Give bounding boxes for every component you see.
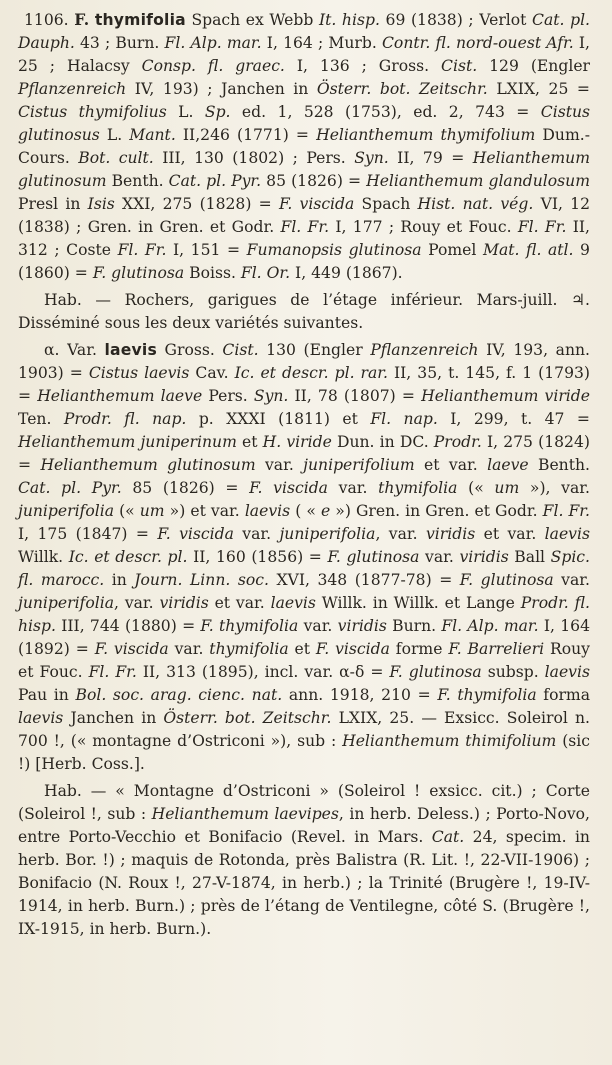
text-run: Burn. <box>386 617 442 635</box>
text-run: var. <box>298 617 338 635</box>
text-run: ed. 1, 528 (1753), ed. 2, 743 = <box>230 103 541 121</box>
text-run: Hab. — Rochers, garigues de l’étage inférieur. Mars-juill. ♃. Disséminé sous les deux variétés suivantes. <box>18 291 590 332</box>
italic-run: juniperifolia <box>18 502 114 520</box>
text-run: ann. 1918, 210 = <box>282 686 438 704</box>
text-run: 85 (1826) = <box>121 479 250 497</box>
italic-run: Fl. Alp. mar. <box>164 34 262 52</box>
text-run: I, 175 (1847) = <box>18 525 158 543</box>
italic-run: F. thymifolia <box>437 686 537 704</box>
text-run: IV, 193) ; Janchen in <box>126 80 317 98</box>
italic-run: F. glutinosa <box>459 571 554 589</box>
italic-run: Hist. nat. vég. <box>417 195 534 213</box>
text-run: IV, 193, ann. 1903) = <box>18 341 590 382</box>
text-run: I, 449 (1867). <box>290 264 403 282</box>
italic-run: laeve <box>487 456 529 474</box>
italic-run: Pflanzenreich <box>370 341 479 359</box>
text-run: L. <box>99 126 130 144</box>
text-run: Boiss. <box>184 264 241 282</box>
text-run: Benth. <box>528 456 590 474</box>
italic-run: Fl. nap. <box>370 410 438 428</box>
text-run: I, 151 = <box>166 241 247 259</box>
text-run: II, 313 (1895), incl. var. α-δ = <box>136 663 390 681</box>
text-run: I, 136 ; Gross. <box>284 57 442 75</box>
text-run: Pers. <box>202 387 254 405</box>
italic-run: F. thymifolia <box>200 617 299 635</box>
text-run: et <box>288 640 316 658</box>
italic-run: F. viscida <box>94 640 169 658</box>
text-run: forme <box>389 640 449 658</box>
text-run: Willk. in Willk. et Lange <box>315 594 521 612</box>
text-run: II,246 (1771) = <box>175 126 317 144</box>
italic-run: Cistus glutinosus <box>18 103 591 144</box>
italic-run: F. glutinosa <box>327 548 420 566</box>
italic-run: Spic. fl. marocc. <box>18 548 590 589</box>
italic-run: Helianthemum laevipes <box>151 805 339 823</box>
italic-run: Prodr. fl. hisp. <box>18 594 590 635</box>
text-run: Pau in <box>18 686 76 704</box>
italic-run: Helianthemum glutinosum <box>40 456 256 474</box>
text-run: II, 79 = <box>388 149 473 167</box>
italic-run: Consp. fl. graec. <box>141 57 285 75</box>
synonymy-text <box>18 11 590 282</box>
text-run: (« <box>114 502 140 520</box>
localities-text <box>18 782 590 938</box>
text-run: ») Gren. in Gren. et Godr. <box>330 502 543 520</box>
text-run: var. <box>419 548 460 566</box>
italic-run: thymifolia <box>209 640 289 658</box>
italic-run: F. viscida <box>315 640 390 658</box>
italic-run: Helianthemum glandulosum <box>366 172 590 190</box>
text-run: in <box>104 571 135 589</box>
text-run: Dum.-Cours. <box>18 126 590 167</box>
text-run: var. <box>553 571 590 589</box>
italic-run: Bot. cult. <box>78 149 154 167</box>
text-run: Janchen in <box>63 709 164 727</box>
text-run: et var. <box>208 594 271 612</box>
italic-run: laevis <box>244 502 291 520</box>
text-run: (sic !) [Herb. Coss.]. <box>18 732 591 773</box>
text-run: Pomel <box>421 241 483 259</box>
italic-run: Pflanzenreich <box>18 80 127 98</box>
italic-run: Prodr. <box>433 433 482 451</box>
text-run: , var. <box>114 594 160 612</box>
italic-run: um <box>139 502 165 520</box>
text-run: Willk. <box>18 548 69 566</box>
italic-run: Helianthemum juniperinum <box>18 433 237 451</box>
italic-run: Prodr. fl. nap. <box>63 410 187 428</box>
italic-run: laevis <box>270 594 316 612</box>
text-run: 85 (1826) = <box>261 172 367 190</box>
text-run: Spach <box>354 195 418 213</box>
species-name: thymifolia <box>94 11 186 29</box>
italic-run: Cat. pl. Dauph. <box>18 11 591 52</box>
italic-run: H. viride <box>262 433 332 451</box>
italic-run: Fl. Fr. <box>88 663 137 681</box>
text-run: 9 (1860) = <box>18 241 590 282</box>
italic-run: viridis <box>159 594 209 612</box>
variety-paragraph <box>18 339 590 776</box>
text-run: »), var. <box>519 479 590 497</box>
italic-run: Fl. Alp. mar. <box>441 617 539 635</box>
text-run: et var. <box>414 456 488 474</box>
variety-prefix: α. Var. <box>44 341 105 359</box>
text-run: III, 130 (1802) ; Pers. <box>153 149 355 167</box>
italic-run: Helianthemum thymifolium <box>316 126 536 144</box>
italic-run: Cat. pl. Pyr. <box>18 479 122 497</box>
italic-run: Mant. <box>129 126 176 144</box>
text-run: forma <box>536 686 590 704</box>
italic-run: Bol. soc. arag. cienc. nat. <box>75 686 283 704</box>
italic-run: laevis <box>544 525 590 543</box>
variety-synonymy-text <box>18 341 590 773</box>
text-run: (« <box>457 479 495 497</box>
text-run: var. <box>255 456 304 474</box>
italic-run: viridis <box>425 525 476 543</box>
italic-run: F. glutinosa <box>92 264 185 282</box>
text-run: ( « <box>290 502 321 520</box>
text-run: II, 160 (1856) = <box>187 548 328 566</box>
italic-run: Fl. Fr. <box>280 218 330 236</box>
italic-run: Cistus thymifolius <box>18 103 167 121</box>
italic-run: Fl. Or. <box>240 264 291 282</box>
italic-run: um <box>494 479 520 497</box>
text-run: II, 312 ; Coste <box>18 218 590 259</box>
text-run: I, 275 (1824) = <box>18 433 590 474</box>
text-run: 24, specim. in herb. Bor. !) ; maquis de Rotonda, près Balistra (R. Lit. !, 22-VII-1906) ; Bonifacio (N. Roux !, 27-V-1874, in herb.) ; la Trinité (Brugère !, 19-IV-1914, in herb. Burn.) ; près de l’étang de Ventilegne, côté S. (Brugère !, IX-1915, in herb. Burn.). <box>18 828 590 938</box>
localities-paragraph <box>18 780 590 941</box>
text-run: 43 ; Burn. <box>74 34 165 52</box>
text-run: Cav. <box>189 364 235 382</box>
text-run: var. <box>168 640 210 658</box>
text-run: Dun. in DC. <box>331 433 434 451</box>
text-run: XVI, 348 (1877-78) = <box>268 571 460 589</box>
text-run: Rouy et Fouc. <box>18 640 590 681</box>
italic-run: F. Barrelieri <box>448 640 545 658</box>
italic-run: Cist. <box>222 341 259 359</box>
habitat-paragraph <box>18 289 590 335</box>
text-run: Gross. <box>156 341 223 359</box>
italic-run: Fl. Fr. <box>517 218 567 236</box>
species-entry <box>18 8 590 285</box>
text-run: var. <box>327 479 379 497</box>
italic-run: Fumanopsis glutinosa <box>246 241 422 259</box>
italic-run: juniperifolia <box>18 594 114 612</box>
text-run: 69 (1838) ; Verlot <box>379 11 533 29</box>
italic-run: Journ. Linn. soc. <box>134 571 269 589</box>
text-run: Hab. — « Montagne d’Ostriconi » (Soleirol ! exsicc. cit.) ; Corte (Soleirol !, sub : <box>18 782 590 823</box>
italic-run: Österr. bot. Zeitschr. <box>163 709 332 727</box>
italic-run: laevis <box>18 709 64 727</box>
italic-run: Ic. et descr. pl. <box>68 548 188 566</box>
italic-run: Österr. bot. Zeitschr. <box>316 80 488 98</box>
entry-number: 1106. <box>24 11 69 29</box>
italic-run: viridis <box>459 548 509 566</box>
text-run: II, 35, t. 145, f. 1 (1793) = <box>18 364 590 405</box>
italic-run: laevis <box>544 663 590 681</box>
italic-run: Mat. fl. atl. <box>482 241 574 259</box>
italic-run: Fl. Fr. <box>542 502 590 520</box>
text-run: I, 164 (1892) = <box>18 617 591 658</box>
text-run: III, 744 (1880) = <box>55 617 201 635</box>
text-run: , in herb. Deless.) ; Porto-Novo, entre Porto-Vecchio et Bonifacio (Revel. in Mars. <box>18 805 590 846</box>
italic-run: Cat. <box>431 828 465 846</box>
italic-run: Ic. et descr. pl. rar. <box>234 364 388 382</box>
variety-name: laevis <box>104 341 157 359</box>
text-run: I, 164 ; Murb. <box>261 34 382 52</box>
italic-run: Contr. fl. nord-ouest Afr. <box>382 34 574 52</box>
text-run: Ten. <box>18 410 64 428</box>
text-run: L. <box>166 103 205 121</box>
text-run: et var. <box>475 525 545 543</box>
text-run: LXIX, 25. — Exsicc. Soleirol n. 700 !, (« montagne d’Ostriconi »), sub : <box>18 709 590 750</box>
italic-run: F. viscida <box>249 479 328 497</box>
text-run: subsp. <box>481 663 545 681</box>
genus-abbreviation: F. <box>74 10 90 29</box>
text-run: Presl in <box>18 195 88 213</box>
italic-run: F. viscida <box>157 525 234 543</box>
text-run: I, 25 ; Halacsy <box>18 34 591 75</box>
text-run: Spach ex Webb <box>185 11 319 29</box>
italic-run: Fl. Fr. <box>117 241 167 259</box>
italic-run: e <box>320 502 331 520</box>
text-run: Ball <box>508 548 551 566</box>
text-run: ») et var. <box>164 502 245 520</box>
italic-run: viridis <box>337 617 387 635</box>
text-run: II, 78 (1807) = <box>288 387 422 405</box>
italic-run: Cat. pl. Pyr. <box>168 172 262 190</box>
italic-run: thymifolia <box>378 479 458 497</box>
text-run: XXI, 275 (1828) = <box>114 195 279 213</box>
italic-run: F. viscida <box>278 195 355 213</box>
italic-run: Syn. <box>354 149 389 167</box>
text-run: et <box>236 433 263 451</box>
text-run: p. XXXI (1811) et <box>186 410 371 428</box>
italic-run: Helianthemum thimifolium <box>342 732 557 750</box>
habitat-text <box>18 291 590 332</box>
italic-run: juniperifolium <box>303 456 415 474</box>
italic-run: It. hisp. <box>318 11 380 29</box>
text-run: LXIX, 25 = <box>487 80 590 98</box>
italic-run: Sp. <box>204 103 231 121</box>
italic-run: Cistus laevis <box>88 364 190 382</box>
text-run: Benth. <box>106 172 169 190</box>
italic-run: F. glutinosa <box>389 663 482 681</box>
text-run: I, 299, t. 47 = <box>437 410 590 428</box>
text-run: var. <box>233 525 280 543</box>
text-run: VI, 12 (1838) ; Gren. in Gren. et Godr. <box>18 195 591 236</box>
italic-run: Cist. <box>441 57 478 75</box>
text-run: 130 (Engler <box>258 341 371 359</box>
text-run: 129 (Engler <box>477 57 591 75</box>
text-run: , var. <box>375 525 426 543</box>
italic-run: Helianthemum laeve <box>37 387 203 405</box>
italic-run: juniperifolia <box>279 525 376 543</box>
italic-run: Isis <box>87 195 115 213</box>
italic-run: Syn. <box>253 387 289 405</box>
text-run: I, 177 ; Rouy et Fouc. <box>329 218 518 236</box>
italic-run: Helianthemum glutinosum <box>18 149 591 190</box>
italic-run: Helianthemum viride <box>421 387 590 405</box>
